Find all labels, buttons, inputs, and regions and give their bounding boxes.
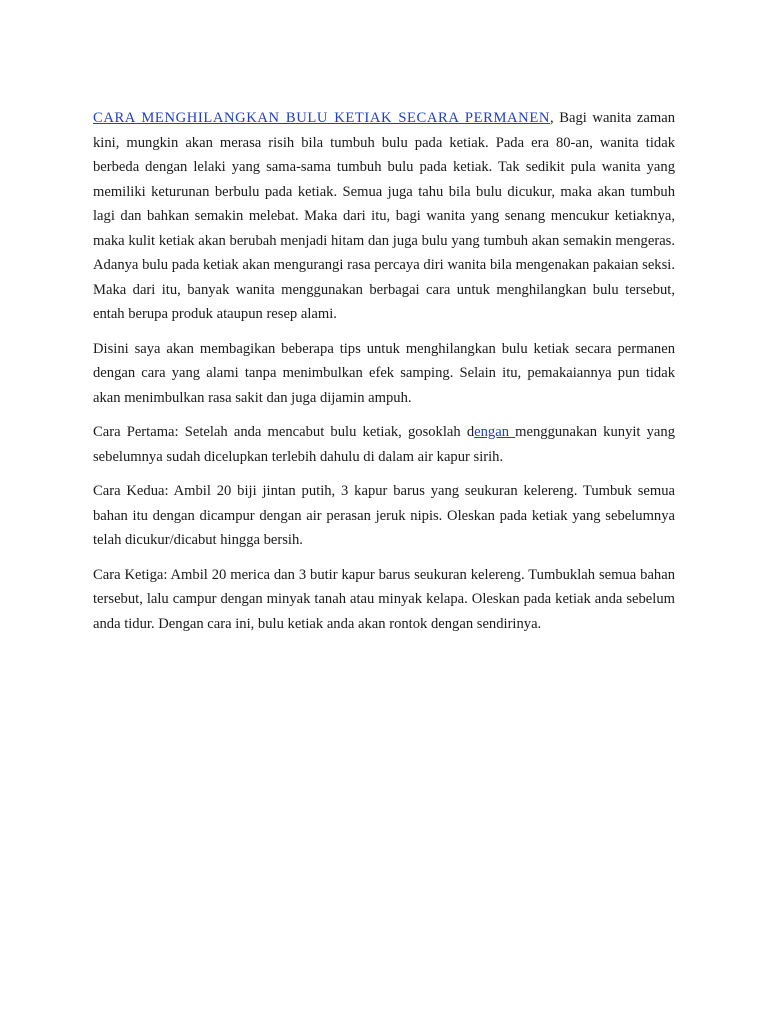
paragraph-intro: [93, 106, 675, 327]
inline-link-dengan[interactable]: engan: [474, 424, 516, 440]
cara-pertama-before: Cara Pertama: Setelah anda mencabut bulu ketiak, gosoklah d: [93, 424, 475, 440]
intro-text: , Bagi wanita zaman kini, mungkin akan merasa risih bila tumbuh bulu pada ketiak. Pada era 80-an, wanita tidak berbeda dengan lelaki yang sama-sama tumbuh bulu pada ketiak. Tak sedikit pula wanita yang memiliki keturunan berbulu pada ketiak. Semua juga tahu bila bulu dicukur, maka akan tumbuh lagi dan bahkan semakin melebat. Maka dari itu, bagi wanita yang senang mencukur ketiaknya, maka kulit ketiak akan berubah menjadi hitam dan juga bulu yang tumbuh akan semakin mengeras. Adanya bulu pada ketiak akan mengurangi rasa percaya diri wanita bila mengenakan pakaian seksi. Maka dari itu, banyak wanita menggunakan berbagai cara untuk menghilangkan bulu tersebut, entah berupa produk ataupun resep alami.: [93, 110, 675, 322]
document-body: [93, 106, 675, 646]
cara-pertama-after: menggunakan kunyit yang sebelumnya sudah dicelupkan terlebih dahulu di dalam air kapur sirih.: [93, 424, 675, 465]
title-link[interactable]: CARA MENGHILANGKAN BULU KETIAK SECARA PERMANEN: [93, 110, 550, 126]
paragraph-cara-kedua: Cara Kedua: Ambil 20 biji jintan putih, 3 kapur barus yang seukuran kelereng. Tumbuk semua bahan itu dengan dicampur dengan air perasan jeruk nipis. Oleskan pada ketiak yang sebelumnya telah dicukur/dicabut hingga bersih.: [93, 483, 675, 548]
paragraph-cara-ketiga: Cara Ketiga: Ambil 20 merica dan 3 butir kapur barus seukuran kelereng. Tumbuklah semua bahan tersebut, lalu campur dengan minyak tanah atau minyak kelapa. Oleskan pada ketiak anda sebelum anda tidur. Dengan cara ini, bulu ketiak anda akan rontok dengan sendirinya.: [93, 566, 675, 632]
paragraph-cara-pertama: [93, 420, 675, 469]
paragraph-tips: Disini saya akan membagikan beberapa tips untuk menghilangkan bulu ketiak secara permanen dengan cara yang alami tanpa menimbulkan efek samping. Selain itu, pemakaiannya pun tidak akan menimbulkan rasa sakit dan juga dijamin ampuh.: [93, 340, 675, 406]
